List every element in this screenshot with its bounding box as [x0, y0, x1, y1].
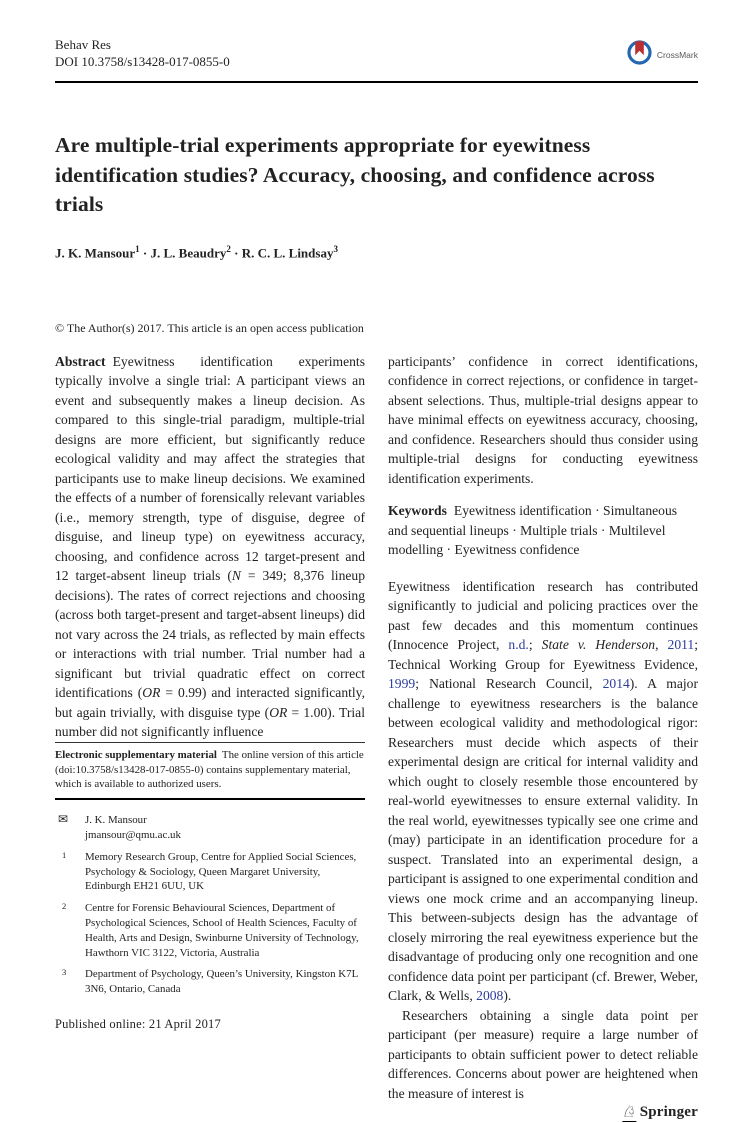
crossmark-badge[interactable] — [626, 38, 698, 71]
text-segment: = 1.00). Trial number did not significantly influence — [55, 704, 365, 740]
intro-paragraph-2: Researchers obtaining a single data point per participant (per measure) require a large number of participants to obtain sufficient power to detect reliable differences. Concerns about power are heightened when the measure of interest is — [388, 1007, 698, 1101]
esm-label: Electronic supplementary material — [55, 748, 217, 761]
correspondence — [55, 813, 365, 843]
header-rule — [55, 81, 698, 83]
affiliation-3-number: 3 — [62, 967, 67, 978]
doi: DOI 10.3758/s13428-017-0855-0 — [55, 54, 230, 69]
envelope-icon: ✉ — [58, 812, 69, 827]
journal-info — [55, 36, 230, 70]
crossmark-icon — [626, 38, 653, 71]
citation-link[interactable]: 2014 — [602, 676, 630, 692]
text-segment: 2 — [226, 243, 231, 254]
springer-wordmark: Springer — [639, 1104, 698, 1121]
text-segment: R. C. L. Lindsay — [241, 244, 334, 260]
text-segment: · — [230, 244, 242, 260]
text-segment: , — [655, 637, 668, 653]
abstract-label: Abstract — [55, 353, 106, 369]
journal-name: Behav Res — [55, 37, 111, 52]
springer-logo — [622, 1103, 698, 1123]
text-segment: OR — [269, 704, 288, 720]
left-column — [55, 352, 365, 1031]
text-segment: OR — [142, 685, 161, 701]
abstract-text — [55, 354, 365, 740]
text-segment: ; — [528, 637, 542, 653]
affiliation-2-text: Centre for Forensic Behavioural Sciences, Department of Psychological Sciences, School of Health Sciences, Faculty of Health, Arts and Design, Swinburne University of Technology, Hawthorn VIC 3122, Victoria, Australia — [85, 902, 359, 959]
esm-text: The online version of this article (doi:10.3758/s13428-017-0855-0) contains supplementary material, which is available to authorized users. — [55, 748, 364, 791]
footnote-block — [55, 742, 365, 1032]
text-segment: N — [231, 568, 241, 584]
correspondence-email[interactable]: jmansour@qmu.ac.uk — [85, 829, 181, 842]
text-segment: J. K. Mansour — [55, 244, 136, 260]
footnote-rule-top — [55, 742, 365, 743]
published-date: Published online: 21 April 2017 — [55, 1016, 221, 1031]
text-segment: 1 — [135, 243, 140, 254]
keywords-label: Keywords — [388, 503, 447, 519]
supplementary-material-note — [55, 748, 365, 792]
citation-link[interactable]: 2011 — [667, 637, 695, 653]
authors-line — [55, 244, 698, 261]
affiliation-3-text: Department of Psychology, Queen’s University, Kingston K7L 3N6, Ontario, Canada — [85, 968, 358, 996]
text-segment: State v. Henderson — [541, 637, 656, 653]
abstract-paragraph — [55, 352, 365, 742]
intro-paragraph-1 — [388, 577, 698, 1006]
text-segment: ). — [503, 988, 512, 1004]
text-segment: Eyewitness identification research has contributed significantly to judicial and policing practices over the past few decades and this momentum continues (Innocence Project, — [388, 578, 698, 653]
text-segment: ; Technical Working Group for Eyewitness Evidence, — [388, 637, 699, 672]
copyright-line: © The Author(s) 2017. This article is an open access publication — [55, 320, 364, 335]
citation-link[interactable]: n.d. — [508, 637, 529, 653]
affiliation-2 — [55, 901, 365, 960]
affiliation-1-number: 1 — [62, 849, 67, 860]
correspondence-name: J. K. Mansour — [85, 814, 147, 827]
crossmark-label: CrossMark — [656, 49, 698, 60]
text-segment: = 349; 8,376 lineup decisions). The rates of correct rejections and choosing (across both target-present and target-absent lineups) did not vary across the 24 trials, as reflected by main effects or interactions with trial number. Trial number had a significant but trivial quadratic effect on correct identifications ( — [55, 568, 365, 701]
two-column-body — [55, 352, 699, 1121]
abstract-continued: participants’ confidence in correct identifications, confidence in correct rejections, or confidence in target-absent selections. Thus, multiple-trial designs appear to have minimal effects on eyewitness accuracy, choosing, and confidence. Researchers should thus consider using multiple-trial designs for conducting eyewitness identification experiments. — [388, 353, 698, 486]
affiliation-3 — [55, 967, 365, 997]
affiliation-2-number: 2 — [62, 901, 67, 912]
page-header — [55, 36, 698, 71]
springer-knight-icon: ♘ — [622, 1103, 637, 1121]
citation-link[interactable]: 1999 — [388, 676, 416, 692]
right-column — [388, 352, 699, 1121]
text-segment: Eyewitness identification experiments typically involve a single trial: A participant views an event and subsequently makes a lineup decision. As compared to this single-trial paradigm, multiple-trial designs are more efficient, but significantly reduce ecological validity and may affect the strategies that participants use to make lineup decisions. We examined the effects of a number of forensically relevant variables (i.e., memory strength, type of disguise, degree of disguise, and lineup type) on eyewitness accuracy, choosing, and confidence across 12 target-present and 12 target-absent lineup trials ( — [55, 353, 365, 584]
text-segment: = 0.99) and interacted significantly, but again trivially, with disguise type ( — [55, 685, 365, 720]
citation-link[interactable]: 2008 — [476, 988, 504, 1004]
text-segment: ). A major challenge to eyewitness researchers is the balance between ecological validity and methodological rigor: Researchers must decide which aspects of their experimental design are critical for internal validity and which ought to closely resemble those encountered by real-world eyewitnesses to ensure external validity. In the real world, eyewitnesses typically see one crime and (may) participate in an identification procedure for a suspect. Translated into an experimental design, a participant is assigned to one experimental condition and views one mock crime and an accompanying lineup. This between-subjects design has the advantage of closely mirroring the real eyewitness experience but the disadvantage of producing only one recognition and one confidence data point per participant (cf. Brewer, Weber, Clark, & Wells, — [388, 676, 699, 1004]
text-segment: · — [139, 244, 151, 260]
footnote-rule-bottom — [55, 798, 365, 800]
text-segment: 3 — [333, 243, 338, 254]
keywords-block — [388, 501, 698, 560]
text-segment: J. L. Beaudry — [150, 244, 227, 260]
affiliation-1-text: Memory Research Group, Centre for Applied Social Sciences, Psychology & Sociology, Queen Margaret University, Edinburgh EH21 6UU, UK — [85, 850, 357, 893]
article-title: Are multiple-trial experiments appropriate for eyewitness identification studies? Accuracy, choosing, and confidence across trials — [55, 133, 655, 216]
keywords-text: Eyewitness identification · Simultaneous and sequential lineups · Multiple trials · Multilevel modelling · Eyewitness confidence — [388, 503, 678, 558]
affiliation-1 — [55, 850, 365, 894]
text-segment: ; National Research Council, — [415, 676, 603, 692]
